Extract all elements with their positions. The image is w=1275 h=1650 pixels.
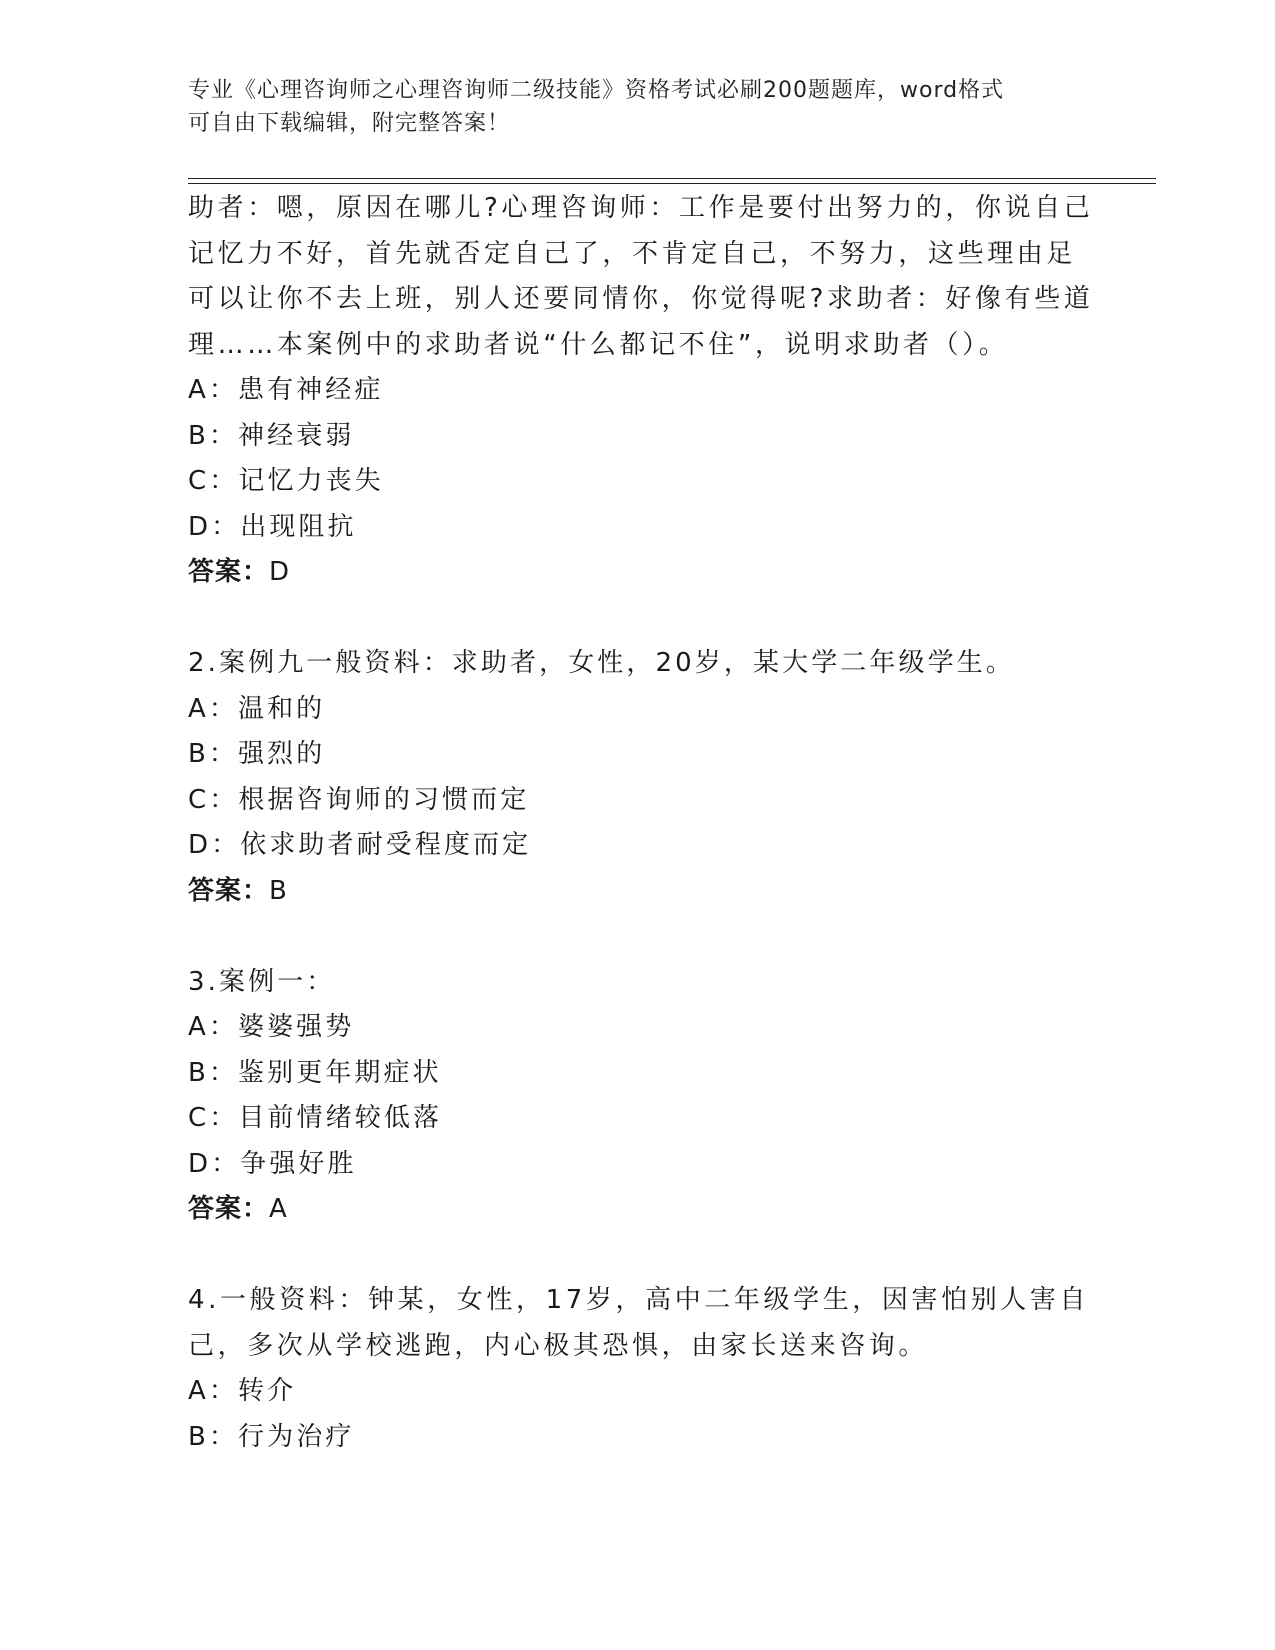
option-b: B：强烈的 [188,739,326,769]
stem-line: 可以让你不去上班，别人还要同情你，你觉得呢?求助者：好像有些道 [188,284,1094,314]
answer-label: 答案： [188,875,270,906]
option-b: B：神经衰弱 [188,420,355,451]
answer-value: D [269,557,291,587]
option-a: A：温和的 [188,693,326,724]
option-a: A：婆婆强势 [188,1012,355,1042]
stem-line: 记忆力不好，首先就否定自己了，不肯定自己，不努力，这些理由足 [188,238,1077,269]
question-1 [188,186,1094,596]
answer-value: B [269,875,288,906]
header-rule-top [188,178,1156,179]
document-header [188,74,1068,140]
option-d: D：依求助者耐受程度而定 [188,830,532,860]
header-rule-bottom [188,183,1156,184]
stem-line: 助者：嗯，原因在哪儿?心理咨询师：工作是要付出努力的，你说自己 [188,193,1094,223]
stem-line: 4.一般资料：钟某，女性，17岁，高中二年级学生，因害怕别人害自 [188,1285,1090,1315]
answer [188,1187,1088,1233]
option-b: B：鉴别更年期症状 [188,1057,442,1088]
answer-value: A [269,1194,288,1224]
question-2 [188,641,1088,914]
header-line-1: 专业《心理咨询师之心理咨询师二级技能》资格考试必刷200题题库，word格式 [188,78,1005,103]
option-c: C：记忆力丧失 [188,466,384,496]
stem-line: 理……本案例中的求助者说“什么都记不住”，说明求助者（）。 [188,329,1009,360]
question-stem [188,1278,1088,1369]
answer-label: 答案： [188,557,270,587]
answer [188,550,1088,596]
option-a: A：患有神经症 [188,375,384,405]
option-b: B：行为治疗 [188,1421,355,1452]
question-stem: 2.案例九一般资料：求助者，女性，20岁，某大学二年级学生。 [188,648,1015,678]
option-c: C：根据咨询师的习惯而定 [188,784,530,815]
answer-label: 答案： [188,1194,270,1224]
spacer [188,1233,1088,1279]
option-a: A：转介 [188,1376,297,1406]
option-d: D：出现阻抗 [188,511,357,542]
spacer [188,914,1088,960]
question-stem [188,186,1094,368]
stem-line: 己，多次从学校逃跑，内心极其恐惧，由家长送来咨询。 [188,1330,929,1361]
header-line-2: 可自由下载编辑，附完整答案！ [188,111,511,136]
option-d: D：争强好胜 [188,1148,357,1179]
question-list [188,186,1094,1460]
option-c: C：目前情绪较低落 [188,1103,443,1133]
question-stem: 3.案例一： [188,966,336,997]
spacer [188,596,1088,642]
answer [188,869,1088,915]
question-4 [188,1278,1088,1460]
question-3 [188,960,1088,1233]
